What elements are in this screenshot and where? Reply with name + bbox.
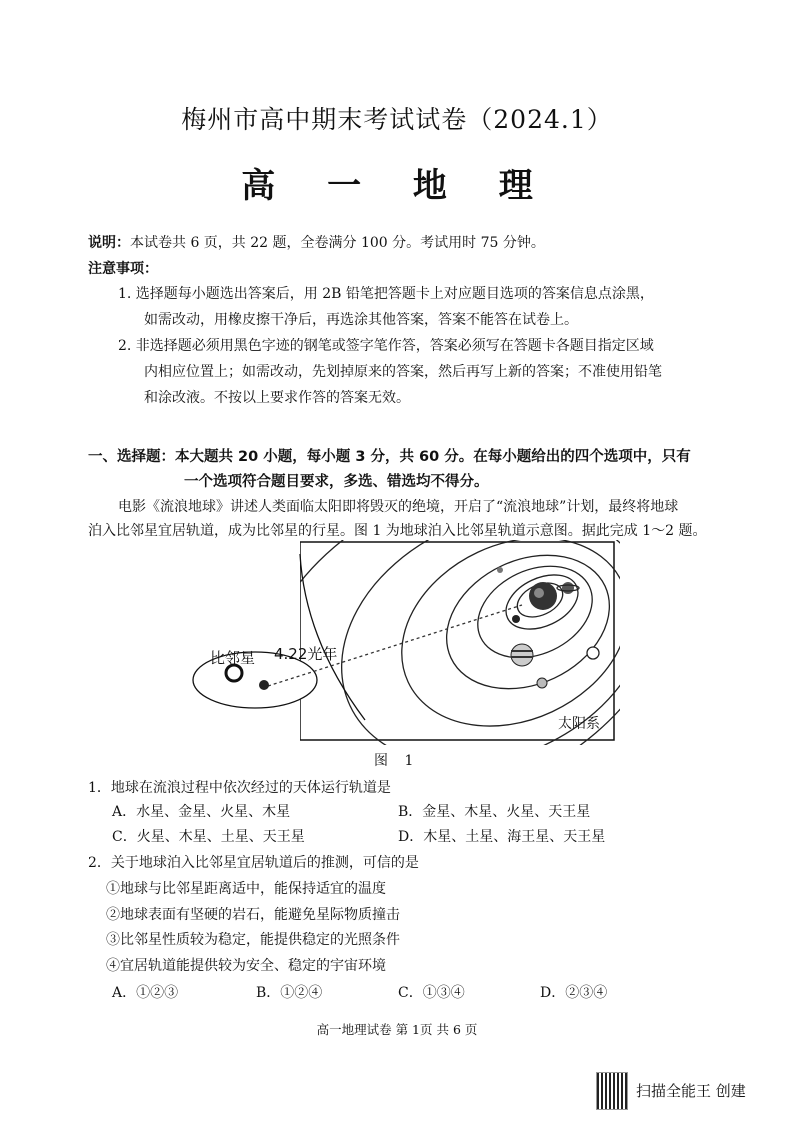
question-1-option-c: C．火星、木星、土星、天王星 [112, 829, 305, 845]
saturn-icon [562, 582, 574, 594]
note-2-line-2: 内相应位置上；如需改动，先划掉原来的答案，然后再写上新的答案；不准使用铅笔 [144, 364, 662, 380]
mask-left [190, 540, 300, 745]
question-2-statement-3: ③比邻星性质较为稳定，能提供稳定的光照条件 [106, 932, 400, 948]
solar-system-label: 太阳系 [558, 716, 600, 732]
notes-title: 注意事项： [88, 261, 158, 277]
solar-system-frame [300, 542, 614, 740]
figure-1-orbit-diagram [190, 540, 620, 745]
question-2-option-c: C．①③④ [398, 985, 465, 1001]
question-1-option-a: A．水星、金星、火星、木星 [112, 804, 291, 820]
question-1-option-b: B．金星、木星、火星、天王星 [398, 804, 591, 820]
note-1-line-2: 如需改动，用橡皮擦干净后，再选涂其他答案，答案不能答在试卷上。 [144, 312, 578, 328]
subject-title: 高 一 地 理 [241, 166, 553, 206]
question-2-option-d: D．②③④ [540, 985, 608, 1001]
figure-caption: 图 1 [374, 753, 420, 769]
question-2-option-b: B．①②④ [256, 985, 323, 1001]
page-footer: 高一地理试卷 第 1页 共 6 页 [316, 1022, 478, 1037]
question-1-option-d: D．木星、土星、海王星、天王星 [398, 829, 606, 845]
passage-line-2: 泊入比邻星宜居轨道，成为比邻星的行星。图 1 为地球泊入比邻星轨道示意图。据此完成 1～2 题。 [88, 523, 707, 539]
qr-code-icon [596, 1072, 628, 1110]
exam-title: 梅州市高中期末考试试卷（2024.1） [181, 105, 613, 134]
earth-at-proxima-icon [259, 680, 269, 690]
passage-line-1: 电影《流浪地球》讲述人类面临太阳即将毁灭的绝境，开启了“流浪地球”计划，最终将地球 [118, 499, 679, 515]
question-2-statement-2: ②地球表面有坚硬的岩石，能避免星际物质撞击 [106, 907, 400, 923]
jupiter-icon [511, 644, 533, 666]
question-2-statement-1: ①地球与比邻星距离适中，能保持适宜的温度 [106, 881, 386, 897]
proxima-star-icon [226, 665, 242, 681]
explanation-label: 说明： [88, 235, 130, 251]
note-2-line-1: 2. 非选择题必须用黑色字迹的钢笔或签字笔作答，答案必须写在答题卡各题目指定区域 [118, 338, 654, 354]
small-planet-icon [497, 567, 503, 573]
proxima-label: 比邻星 [210, 649, 256, 667]
note-1-line-1: 1. 选择题每小题选出答案后，用 2B 铅笔把答题卡上对应题目选项的答案信息点涂黑， [118, 286, 654, 302]
explanation-text: 本试卷共 6 页，共 22 题，全卷满分 100 分。考试用时 75 分钟。 [130, 235, 545, 251]
section-heading-line-1: 一、选择题：本大题共 20 小题，每小题 3 分，共 60 分。在每小题给出的四个选项中，只有 [88, 449, 691, 465]
sun-highlight [534, 588, 544, 598]
neptune-icon [537, 678, 547, 688]
section-heading-line-2: 一个选项符合题目要求，多选、错选均不得分。 [184, 474, 489, 490]
earth-icon [512, 615, 520, 623]
note-2-line-3: 和涂改液。不按以上要求作答的答案无效。 [144, 390, 410, 406]
uranus-icon [587, 647, 599, 659]
explanation [88, 232, 545, 252]
question-2-option-a: A．①②③ [112, 985, 179, 1001]
scanner-watermark: 扫描全能王 创建 [636, 1082, 746, 1100]
question-2-stem: 2．关于地球泊入比邻星宜居轨道后的推测，可信的是 [88, 855, 419, 871]
question-2-statement-4: ④宜居轨道能提供较为安全、稳定的宇宙环境 [106, 958, 386, 974]
distance-label: 4.22光年 [274, 645, 338, 663]
question-1-stem: 1．地球在流浪过程中依次经过的天体运行轨道是 [88, 780, 391, 796]
